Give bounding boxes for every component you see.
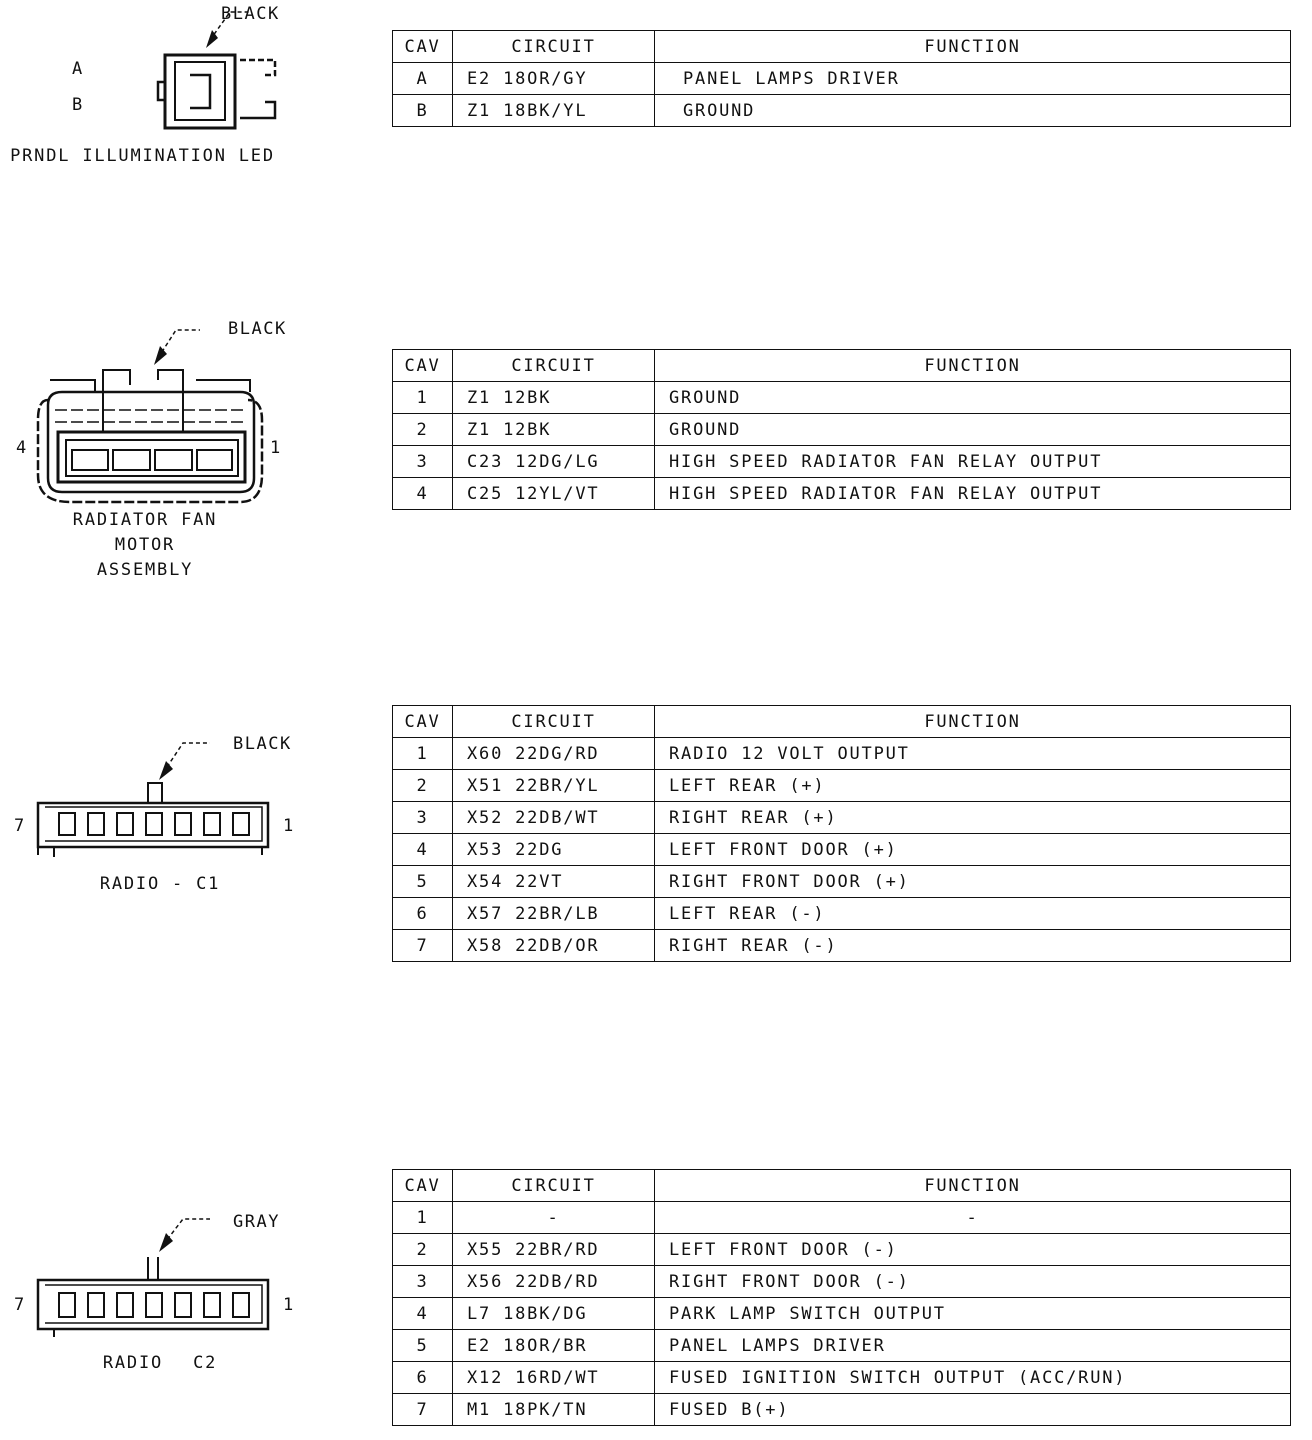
circuit-cell: C23 12DG/LG [453, 446, 655, 478]
table-header-row [393, 706, 1291, 738]
circuit-cell: Z1 12BK [453, 414, 655, 446]
circuit-cell: - [453, 1202, 655, 1234]
column-header-circuit: CIRCUIT [453, 31, 655, 63]
table-row [393, 1234, 1291, 1266]
radio-c2-pin-label-7: 7 [14, 1295, 26, 1315]
function-cell: RIGHT REAR (-) [655, 930, 1291, 962]
cav-cell: 6 [393, 1362, 453, 1394]
cav-cell: 7 [393, 1394, 453, 1426]
radio-c2-pin-label-1: 1 [283, 1295, 295, 1315]
circuit-cell: X53 22DG [453, 834, 655, 866]
radio-c1-connector-drawing [0, 725, 310, 865]
column-header-function: FUNCTION [655, 1170, 1291, 1202]
column-header-function: FUNCTION [655, 350, 1291, 382]
radio-c2-pin-table [392, 1169, 1291, 1426]
function-cell: GROUND [655, 95, 1291, 127]
circuit-cell: Z1 12BK [453, 382, 655, 414]
radiator-fan-connector-drawing [0, 310, 310, 510]
function-cell: GROUND [655, 414, 1291, 446]
table-header-row [393, 350, 1291, 382]
cav-cell: 6 [393, 898, 453, 930]
circuit-cell: E2 18OR/BR [453, 1330, 655, 1362]
radio-c2-connector-drawing [0, 1205, 310, 1345]
table-row [393, 866, 1291, 898]
circuit-cell: E2 18OR/GY [453, 63, 655, 95]
function-cell: FUSED B(+) [655, 1394, 1291, 1426]
cav-cell: 5 [393, 866, 453, 898]
radio-c1-pin-table [392, 705, 1291, 962]
function-cell: FUSED IGNITION SWITCH OUTPUT (ACC/RUN) [655, 1362, 1291, 1394]
circuit-cell: X60 22DG/RD [453, 738, 655, 770]
column-header-circuit: CIRCUIT [453, 1170, 655, 1202]
prndl-pin-table [392, 30, 1291, 127]
circuit-cell: M1 18PK/TN [453, 1394, 655, 1426]
cav-cell: 2 [393, 1234, 453, 1266]
circuit-cell: Z1 18BK/YL [453, 95, 655, 127]
circuit-cell: X55 22BR/RD [453, 1234, 655, 1266]
radiator-fan-connector-name: RADIATOR FAN MOTOR ASSEMBLY [72, 510, 218, 580]
circuit-cell: X51 22BR/YL [453, 770, 655, 802]
function-cell: LEFT FRONT DOOR (+) [655, 834, 1291, 866]
circuit-cell: C25 12YL/VT [453, 478, 655, 510]
cav-cell: 3 [393, 1266, 453, 1298]
cav-cell: 1 [393, 382, 453, 414]
table-row [393, 738, 1291, 770]
table-row [393, 446, 1291, 478]
column-header-function: FUNCTION [655, 31, 1291, 63]
table-header-row [393, 1170, 1291, 1202]
function-cell: HIGH SPEED RADIATOR FAN RELAY OUTPUT [655, 478, 1291, 510]
radiator-fan-pin-label-4: 4 [16, 438, 28, 458]
cav-cell: B [393, 95, 453, 127]
circuit-cell: X58 22DB/OR [453, 930, 655, 962]
prndl-pin-label-b: B [72, 95, 84, 115]
cav-cell: A [393, 63, 453, 95]
table-row [393, 1330, 1291, 1362]
function-cell: LEFT REAR (-) [655, 898, 1291, 930]
radio-c1-pin-label-1: 1 [283, 816, 295, 836]
function-cell: RIGHT REAR (+) [655, 802, 1291, 834]
cav-cell: 3 [393, 802, 453, 834]
cav-cell: 2 [393, 770, 453, 802]
prndl-connector-name: PRNDL ILLUMINATION LED [10, 146, 275, 166]
cav-cell: 4 [393, 834, 453, 866]
function-cell: RIGHT FRONT DOOR (-) [655, 1266, 1291, 1298]
table-row [393, 770, 1291, 802]
table-row [393, 1394, 1291, 1426]
table-row [393, 95, 1291, 127]
table-row [393, 802, 1291, 834]
radiator-fan-connector-icon [0, 310, 310, 510]
function-cell: - [655, 1202, 1291, 1234]
table-row [393, 1202, 1291, 1234]
column-header-cav: CAV [393, 706, 453, 738]
radiator-fan-pin-label-1: 1 [270, 438, 282, 458]
column-header-cav: CAV [393, 1170, 453, 1202]
cav-cell: 4 [393, 1298, 453, 1330]
function-cell: GROUND [655, 382, 1291, 414]
table-row [393, 834, 1291, 866]
table-header-row [393, 31, 1291, 63]
circuit-cell: L7 18BK/DG [453, 1298, 655, 1330]
cav-cell: 4 [393, 478, 453, 510]
cav-cell: 1 [393, 1202, 453, 1234]
column-header-cav: CAV [393, 31, 453, 63]
circuit-cell: X56 22DB/RD [453, 1266, 655, 1298]
prndl-connector-color: BLACK [221, 4, 280, 24]
circuit-cell: X54 22VT [453, 866, 655, 898]
function-cell: RIGHT FRONT DOOR (+) [655, 866, 1291, 898]
function-cell: PANEL LAMPS DRIVER [655, 63, 1291, 95]
function-cell: RADIO 12 VOLT OUTPUT [655, 738, 1291, 770]
function-cell: LEFT REAR (+) [655, 770, 1291, 802]
cav-cell: 7 [393, 930, 453, 962]
radio-c1-connector-color: BLACK [233, 734, 292, 754]
function-cell: PANEL LAMPS DRIVER [655, 1330, 1291, 1362]
cav-cell: 5 [393, 1330, 453, 1362]
circuit-cell: X12 16RD/WT [453, 1362, 655, 1394]
table-row [393, 1362, 1291, 1394]
prndl-pin-label-a: A [72, 59, 84, 79]
radio-c2-connector-color: GRAY [233, 1212, 280, 1232]
radio-c1-pin-label-7: 7 [14, 816, 26, 836]
cav-cell: 1 [393, 738, 453, 770]
table-row [393, 1298, 1291, 1330]
circuit-cell: X52 22DB/WT [453, 802, 655, 834]
column-header-cav: CAV [393, 350, 453, 382]
function-cell: HIGH SPEED RADIATOR FAN RELAY OUTPUT [655, 446, 1291, 478]
radio-c1-connector-name: RADIO - C1 [99, 874, 221, 894]
function-cell: LEFT FRONT DOOR (-) [655, 1234, 1291, 1266]
table-row [393, 414, 1291, 446]
table-row [393, 382, 1291, 414]
cav-cell: 3 [393, 446, 453, 478]
table-row [393, 1266, 1291, 1298]
table-row [393, 930, 1291, 962]
column-header-function: FUNCTION [655, 706, 1291, 738]
cav-cell: 2 [393, 414, 453, 446]
function-cell: PARK LAMP SWITCH OUTPUT [655, 1298, 1291, 1330]
table-row [393, 478, 1291, 510]
radio-c2-connector-name: RADIO C2 [102, 1353, 218, 1373]
circuit-cell: X57 22BR/LB [453, 898, 655, 930]
table-row [393, 63, 1291, 95]
radiator-fan-connector-color: BLACK [228, 319, 287, 339]
column-header-circuit: CIRCUIT [453, 350, 655, 382]
column-header-circuit: CIRCUIT [453, 706, 655, 738]
radiator-fan-pin-table [392, 349, 1291, 510]
table-row [393, 898, 1291, 930]
